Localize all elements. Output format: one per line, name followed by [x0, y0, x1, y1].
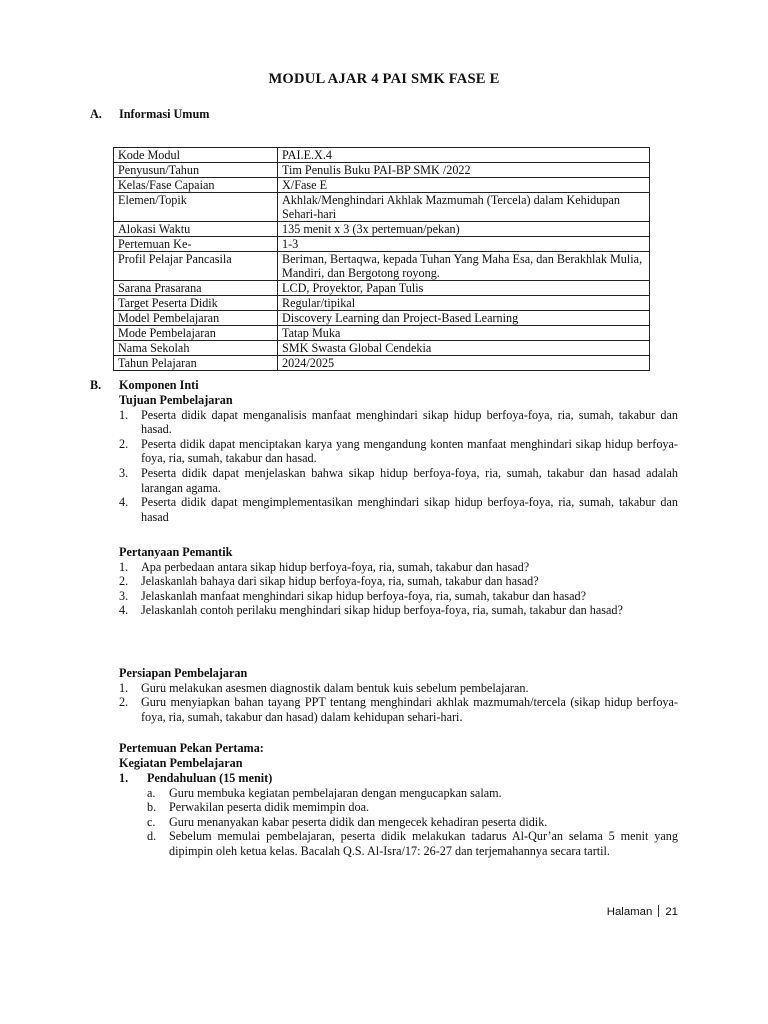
list-item — [119, 786, 678, 801]
list-item-text: Perwakilan peserta didik memimpin doa. — [169, 800, 370, 815]
info-value: Discovery Learning dan Project-Based Learning — [278, 311, 650, 326]
list-item-text: Jelaskanlah manfaat menghindari sikap hidup berfoya-foya, ria, sumah, takabur dan hasad? — [141, 588, 587, 603]
info-key: Model Pembelajaran — [114, 311, 278, 326]
page-footer — [607, 905, 678, 920]
persiapan-section — [119, 666, 678, 724]
table-row — [114, 148, 650, 163]
section-a-title: Informasi Umum — [119, 107, 210, 121]
table-row — [114, 163, 650, 178]
pertemuan-section — [119, 741, 678, 770]
info-key: Elemen/Topik — [114, 193, 278, 222]
info-key: Mode Pembelajaran — [114, 326, 278, 341]
list-item-text: Jelaskanlah bahaya dari sikap hidup berfoya-foya, ria, sumah, takabur dan hasad? — [141, 574, 539, 589]
list-item — [119, 681, 678, 696]
list-item-text: Peserta didik dapat menganalisis manfaat menghindari sikap hidup berfoya-foya, ria, sumah, takabur dan hasad. — [141, 407, 678, 437]
list-item-text: Guru menyiapkan bahan tayang PPT tentang menghindari akhlak mazmumah/tercela (sikap hidup berfoya-foya, ria, sumah, takabur dan hasad) dalam kehidupan sehari-hari. — [141, 695, 678, 724]
list-item-text: Jelaskanlah contoh perilaku menghindari sikap hidup berfoya-foya, ria, sumah, takabur dan hasad? — [141, 603, 623, 618]
section-a-letter: A. — [90, 107, 102, 121]
list-item-text: Peserta didik dapat menjelaskan bahwa sikap hidup berfoya-foya, ria, sumah, takabur dan hasad adalah larangan agama. — [141, 465, 678, 495]
pemantik-section — [119, 545, 678, 618]
table-row — [114, 281, 650, 296]
list-item-number: 3. — [119, 465, 129, 480]
tujuan-section — [119, 393, 678, 524]
info-value: Tim Penulis Buku PAI-BP SMK /2022 — [278, 163, 650, 178]
pertemuan-heading: Pertemuan Pekan Pertama: — [119, 741, 264, 755]
info-value: 135 menit x 3 (3x pertemuan/pekan) — [278, 222, 650, 237]
info-value: Akhlak/Menghindari Akhlak Mazmumah (Tercela) dalam Kehidupan Sehari-hari — [278, 193, 650, 222]
pendahuluan-number: 1. — [119, 771, 129, 785]
footer-separator — [658, 905, 659, 917]
list-item — [119, 815, 678, 830]
info-key: Target Peserta Didik — [114, 296, 278, 311]
list-item — [119, 408, 678, 437]
info-key: Profil Pelajar Pancasila — [114, 252, 278, 281]
pendahuluan-title: Pendahuluan (15 menit) — [147, 771, 273, 785]
section-a-heading — [90, 107, 209, 122]
info-key: Kode Modul — [114, 148, 278, 163]
list-item — [119, 695, 678, 724]
list-item-letter: d. — [147, 829, 157, 844]
info-table — [113, 147, 650, 371]
table-row — [114, 356, 650, 371]
table-row — [114, 237, 650, 252]
list-item-number: 2. — [119, 574, 129, 589]
list-item-text: Apa perbedaan antara sikap hidup berfoya-foya, ria, sumah, takabur dan hasad? — [141, 559, 530, 574]
list-item-text: Guru melakukan asesmen diagnostik dalam bentuk kuis sebelum pembelajaran. — [141, 680, 529, 695]
page-number: 21 — [665, 906, 678, 918]
pemantik-list — [119, 560, 678, 618]
list-item — [119, 800, 678, 815]
list-item-number: 1. — [119, 559, 129, 574]
pemantik-heading: Pertanyaan Pemantik — [119, 545, 233, 559]
tujuan-heading: Tujuan Pembelajaran — [119, 393, 233, 407]
list-item-number: 2. — [119, 695, 129, 710]
list-item — [119, 437, 678, 466]
list-item-text: Peserta didik dapat menciptakan karya yang mengandung konten manfaat menghindari sikap hidup berfoya-foya, ria, sumah, takabur dan hasad. — [141, 436, 678, 466]
list-item-number: 2. — [119, 436, 129, 451]
section-b-letter: B. — [90, 378, 102, 392]
info-value: LCD, Proyektor, Papan Tulis — [278, 281, 650, 296]
info-key: Pertemuan Ke- — [114, 237, 278, 252]
info-value: Beriman, Bertaqwa, kepada Tuhan Yang Maha Esa, dan Berakhlak Mulia, Mandiri, dan Bergotong royong. — [278, 252, 650, 281]
list-item-number: 4. — [119, 603, 129, 618]
list-item-text: Guru menanyakan kabar peserta didik dan mengecek kehadiran peserta didik. — [169, 814, 548, 829]
list-item-number: 1. — [119, 680, 129, 695]
list-item — [119, 466, 678, 495]
info-value: Regular/tipikal — [278, 296, 650, 311]
table-row — [114, 296, 650, 311]
tujuan-list — [119, 408, 678, 525]
list-item — [119, 574, 678, 589]
info-key: Alokasi Waktu — [114, 222, 278, 237]
list-item — [119, 829, 678, 858]
info-key: Penyusun/Tahun — [114, 163, 278, 178]
pendahuluan-heading — [119, 771, 678, 786]
footer-label: Halaman — [606, 906, 653, 918]
info-value: SMK Swasta Global Cendekia — [278, 341, 650, 356]
table-row — [114, 222, 650, 237]
list-item-text: Peserta didik dapat mengimplementasikan menghindari sikap hidup berfoya-foya, ria, sumah, takabur dan hasad — [141, 495, 678, 524]
list-item-number: 4. — [119, 495, 129, 510]
table-row — [114, 311, 650, 326]
info-value: X/Fase E — [278, 178, 650, 193]
list-item-letter: b. — [147, 800, 157, 815]
table-row — [114, 178, 650, 193]
info-key: Kelas/Fase Capaian — [114, 178, 278, 193]
persiapan-list — [119, 681, 678, 725]
list-item-number: 1. — [119, 407, 129, 422]
list-item-letter: a. — [147, 785, 156, 800]
info-value: Tatap Muka — [278, 326, 650, 341]
list-item-letter: c. — [147, 814, 156, 829]
info-key: Nama Sekolah — [114, 341, 278, 356]
pendahuluan-section — [119, 771, 678, 859]
section-b-title: Komponen Inti — [119, 378, 199, 392]
table-row — [114, 193, 650, 222]
info-key: Tahun Pelajaran — [114, 356, 278, 371]
kegiatan-heading: Kegiatan Pembelajaran — [119, 755, 243, 770]
info-value: 2024/2025 — [278, 356, 650, 371]
section-b-heading — [90, 378, 199, 393]
list-item — [119, 560, 678, 575]
page-title: MODUL AJAR 4 PAI SMK FASE E — [268, 71, 500, 87]
persiapan-heading: Persiapan Pembelajaran — [119, 666, 248, 680]
info-value: PAI.E.X.4 — [278, 148, 650, 163]
list-item-number: 3. — [119, 588, 129, 603]
pendahuluan-list — [119, 786, 678, 859]
list-item — [119, 589, 678, 604]
info-value: 1-3 — [278, 237, 650, 252]
info-key: Sarana Prasarana — [114, 281, 278, 296]
list-item — [119, 495, 678, 524]
list-item — [119, 603, 678, 618]
table-row — [114, 252, 650, 281]
table-row — [114, 326, 650, 341]
list-item-text: Sebelum memulai pembelajaran, peserta didik melakukan tadarus Al-Qur’an selama 5 menit yang dipimpin oleh ketua kelas. Bacalah Q.S. Al-Isra/17: 26-27 dan terjemahannya secara tartil. — [169, 829, 678, 858]
list-item-text: Guru membuka kegiatan pembelajaran dengan mengucapkan salam. — [169, 785, 502, 800]
table-row — [114, 341, 650, 356]
